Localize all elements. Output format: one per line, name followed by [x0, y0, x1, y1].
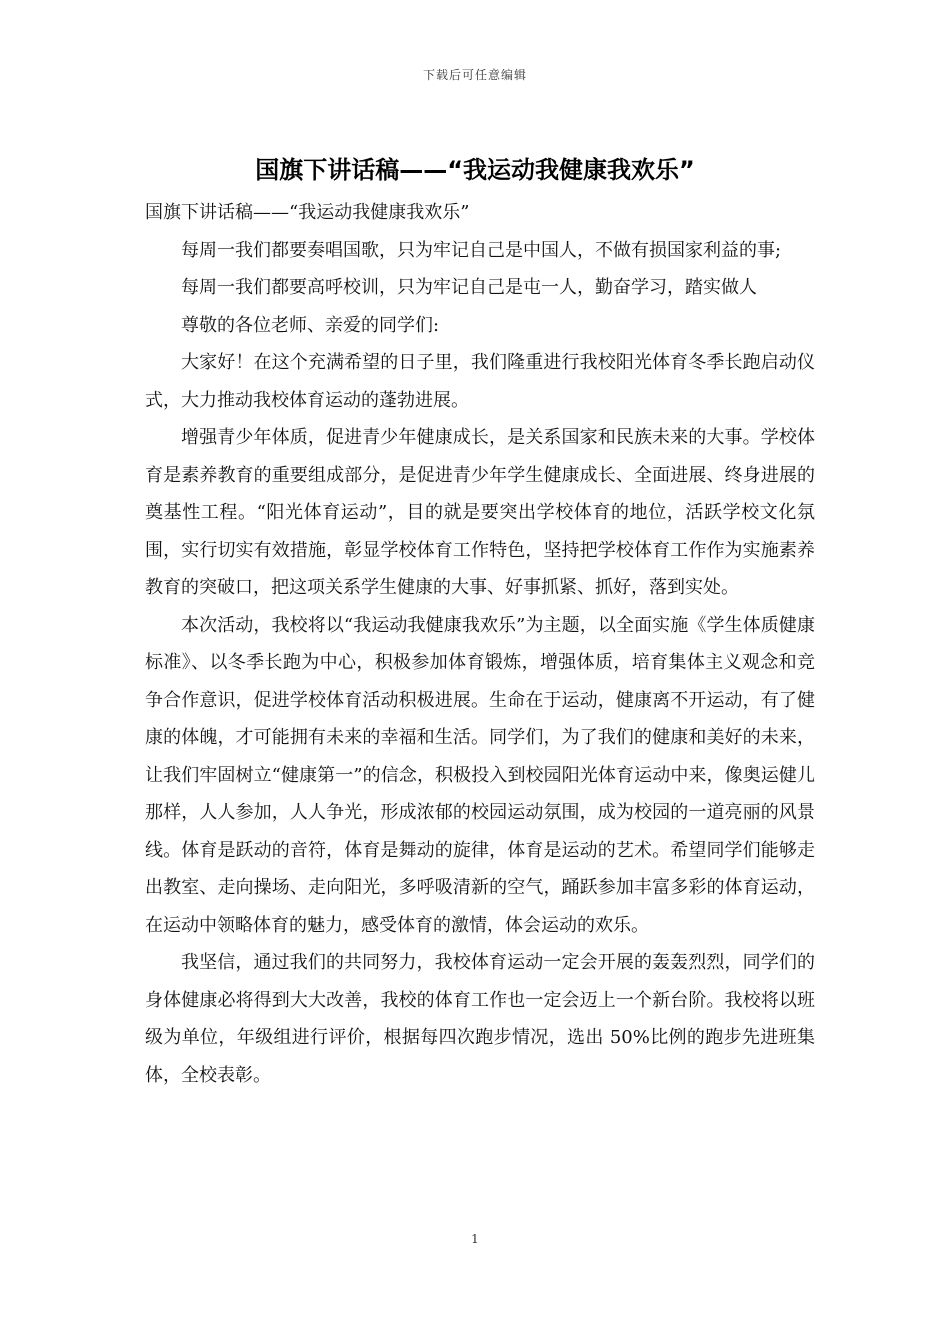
body-paragraph: 本次活动，我校将以“我运动我健康我欢乐”为主题，以全面实施《学生体质健康标准》、以冬季长跑为中心，积极参加体育锻炼，增强体质，培育集体主义观念和竞争合作意识，促进学校体育活动积极进展。生命在于运动，健康离不开运动，有了健康的体魄，才可能拥有未来的幸福和生活。同学们，为了我们的健康和美好的未来，让我们牢固树立“健康第一”的信念，积极投入到校园阳光体育运动中来，像奥运健儿那样，人人参加，人人争光，形成浓郁的校园运动氛围，成为校园的一道亮丽的风景线。体育是跃动的音符，体育是舞动的旋律，体育是运动的艺术。希望同学们能够走出教室、走向操场、走向阳光，多呼吸清新的空气，踊跃参加丰富多彩的体育运动，在运动中领略体育的魅力，感受体育的激情，体会运动的欢乐。	[145, 614, 815, 936]
subtitle-paragraph: 国旗下讲话稿——“我运动我健康我欢乐”	[145, 202, 470, 223]
header-note: 下载后可任意编辑	[422, 68, 527, 82]
body-paragraph: 我坚信，通过我们的共同努力，我校体育运动一定会开展的轰轰烈烈，同学们的身体健康必将得到大大改善，我校的体育工作也一定会迈上一个新台阶。我校将以班级为单位，年级组进行评价，根据每四次跑步情况，选出 50%比例的跑步先进班集体，全校表彰。	[145, 952, 815, 1086]
salutation-paragraph: 尊敬的各位老师、亲爱的同学们:	[181, 314, 440, 336]
body-paragraph: 增强青少年体质，促进青少年健康成长，是关系国家和民族未来的大事。学校体育是素养教育的重要组成部分，是促进青少年学生健康成长、全面进展、终身进展的奠基性工程。“阳光体育运动”，目的就是要突出学校体育的地位，活跃学校文化氛围，实行切实有效措施，彰显学校体育工作特色，坚持把学校体育工作作为实施素养教育的突破口，把这项关系学生健康的大事、好事抓紧、抓好，落到实处。	[145, 427, 815, 598]
page-number: 1	[471, 1232, 479, 1246]
document-body	[145, 194, 815, 1094]
document-title: 国旗下讲话稿——“我运动我健康我欢乐”	[255, 156, 695, 184]
body-paragraph: 每周一我们都要奏唱国歌，只为牢记自己是中国人，不做有损国家利益的事;	[181, 239, 782, 261]
body-paragraph: 大家好！在这个充满希望的日子里，我们隆重进行我校阳光体育冬季长跑启动仪式，大力推动我校体育运动的蓬勃进展。	[145, 352, 815, 411]
body-paragraph: 每周一我们都要高呼校训，只为牢记自己是屯一人，勤奋学习，踏实做人	[181, 277, 757, 298]
